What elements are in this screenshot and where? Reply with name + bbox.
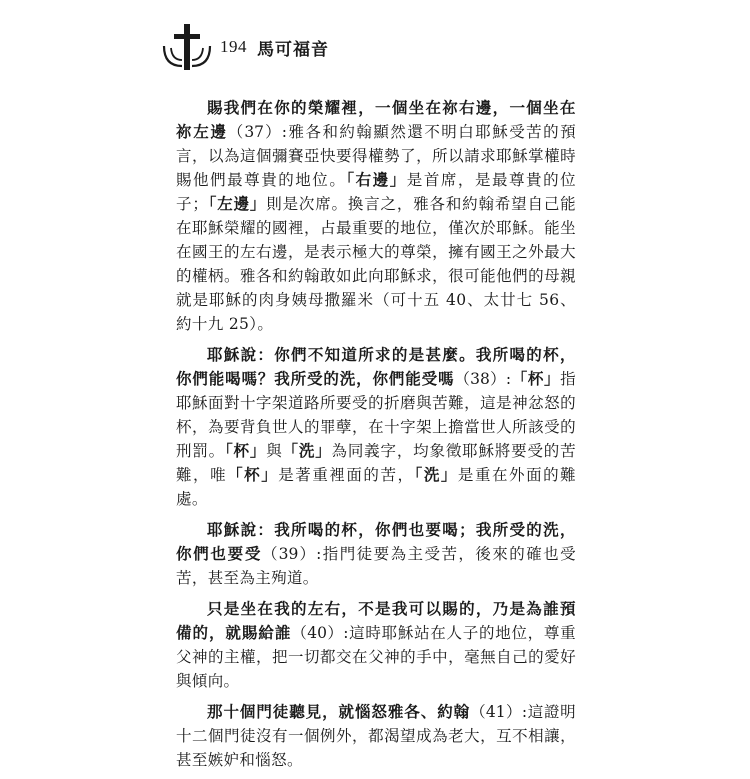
verse-reference: （37） <box>227 123 282 141</box>
verse-quote: 耶穌說：你們不知道所求的是甚麼。我所喝的杯，你們能喝嗎？我所受的洗，你們能受嗎 <box>176 345 576 388</box>
commentary-text: :這時耶穌站在人子的地位，尊重父神的主權，把一切都交在父神的手中，毫無自己的愛好與傾向。 <box>176 624 576 690</box>
commentary-text: :指門徒要為主受苦，後來的確也受苦，甚至為主殉道。 <box>176 545 576 587</box>
commentary-text: 是著重裡面的苦， <box>278 466 415 484</box>
commentary-text: : <box>505 370 512 388</box>
commentary-text: 是重在外面的難處。 <box>176 466 576 508</box>
page-number: 194 <box>220 37 247 56</box>
verse-reference: （40） <box>291 624 344 642</box>
commentary-paragraph <box>176 597 576 693</box>
commentary-body <box>176 96 576 779</box>
page-header <box>160 22 329 72</box>
verse-quote: 賜我們在你的榮耀裡，一個坐在祢右邊，一個坐在祢左邊 <box>176 98 576 141</box>
commentary-text: :雅各和約翰顯然還不明白耶穌受苦的預言，以為這個彌賽亞快要得權勢了，所以請求耶穌掌權時賜他們最尊貴的地位。 <box>176 123 576 189</box>
commentary-text: 為同義字，均象徵耶穌將要受的苦難，唯 <box>176 442 576 484</box>
commentary-text: 是首席，是最尊貴的位子； <box>176 171 576 213</box>
commentary-paragraph <box>176 518 576 590</box>
commentary-paragraph <box>176 343 576 511</box>
keyword-baptism: 「洗」 <box>282 441 332 460</box>
keyword-baptism: 「洗」 <box>414 465 458 484</box>
keyword-right: 「右邊」 <box>346 170 407 189</box>
verse-quote: 那十個門徒聽見，就惱怒雅各、約翰 <box>207 702 471 721</box>
book-title: 馬可福音 <box>257 39 329 60</box>
verse-reference: （39） <box>262 545 317 563</box>
verse-reference: （38） <box>454 370 506 388</box>
commentary-paragraph <box>176 96 576 336</box>
commentary-paragraph <box>176 700 576 772</box>
verse-reference: （41） <box>470 703 522 721</box>
verse-quote: 只是坐在我的左右，不是我可以賜的，乃是為誰預備的，就賜給誰 <box>176 599 576 642</box>
keyword-cup: 「杯」 <box>511 369 561 388</box>
commentary-text: 指耶穌面對十字架道路所要受的折磨與苦難，這是神忿怒的杯，為要背負世人的罪孽，在十字架上擔當世人所該受的刑罰。 <box>176 370 576 460</box>
cross-ornament-icon <box>160 22 214 72</box>
commentary-text: 與 <box>266 442 283 460</box>
keyword-left: 「左邊」 <box>208 194 267 213</box>
commentary-text: :這證明十二個門徒沒有一個例外，都渴望成為老大，互不相讓，甚至嫉妒和惱怒。 <box>176 703 576 769</box>
commentary-text: 則是次席。換言之，雅各和約翰希望自己能在耶穌榮耀的國裡，占最重要的地位，僅次於耶穌。能坐在國王的左右邊，是表示極大的尊榮，擁有國王之外最大的權柄。雅各和約翰敢如此向耶穌求，很可能他們的母親就是耶穌的肉身姨母撒羅米（可十五 40、太廿七 56、約十九 25）。 <box>176 195 576 333</box>
keyword-cup: 「杯」 <box>227 465 279 484</box>
keyword-cup: 「杯」 <box>224 441 267 460</box>
verse-quote: 耶穌說：我所喝的杯，你們也要喝；我所受的洗，你們也要受 <box>176 520 576 563</box>
